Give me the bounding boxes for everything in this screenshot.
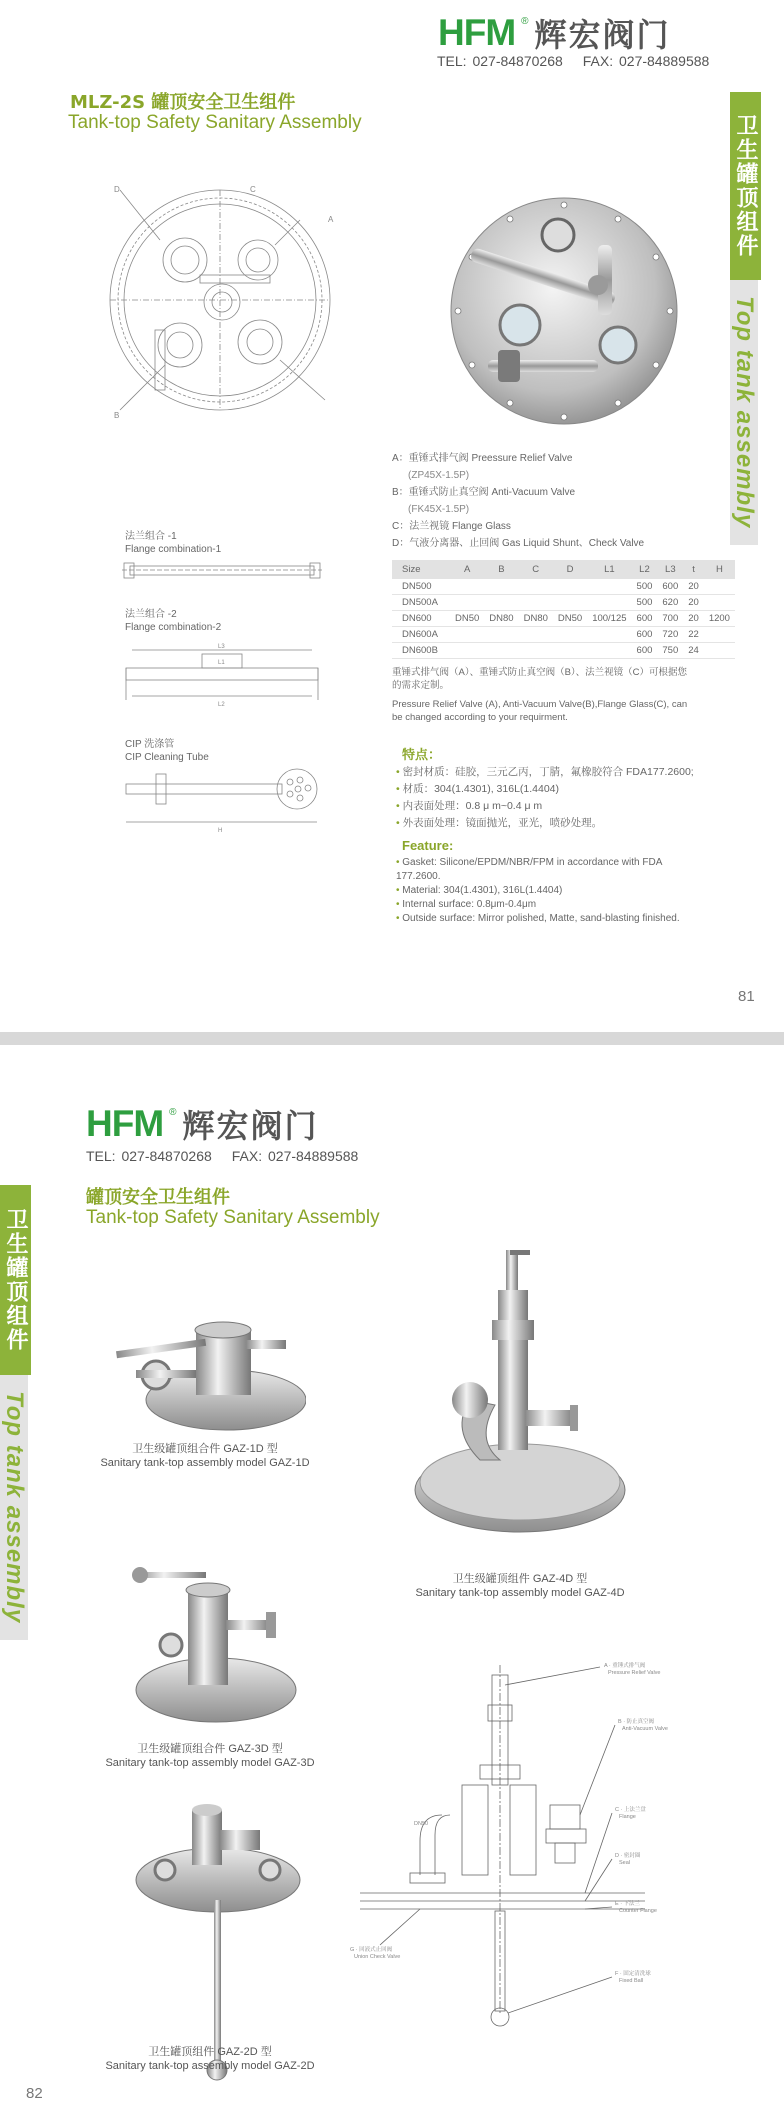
cell bbox=[484, 643, 518, 659]
cell: DN80 bbox=[519, 611, 553, 627]
callout-e-cn: E · 下法兰 bbox=[615, 1901, 641, 1907]
cell: 500 bbox=[632, 579, 658, 595]
flange-1-drawing bbox=[122, 558, 322, 584]
cell bbox=[587, 595, 631, 611]
page-title-en: Tank-top Safety Sanitary Assembly bbox=[86, 1207, 380, 1228]
combo-1-cn: 法兰组合 -1 bbox=[125, 531, 177, 542]
cell: DN500 bbox=[392, 579, 450, 595]
tank-top-photo bbox=[448, 195, 680, 427]
cell bbox=[587, 643, 631, 659]
side-tab bbox=[0, 1185, 54, 1640]
th-c: C bbox=[519, 560, 553, 579]
th-l1: L1 bbox=[587, 560, 631, 579]
cell: DN80 bbox=[484, 611, 518, 627]
cell: 100/125 bbox=[587, 611, 631, 627]
brand-logo bbox=[86, 1103, 319, 1145]
dim-l1: L1 bbox=[218, 660, 225, 666]
page-title-cn: MLZ-2S 罐顶安全卫生组件 bbox=[70, 92, 296, 113]
cell: 700 bbox=[657, 611, 683, 627]
page-title-en: Tank-top Safety Sanitary Assembly bbox=[68, 112, 362, 133]
gaz-2d-photo bbox=[130, 1800, 305, 2085]
combo-2-label bbox=[125, 608, 221, 634]
caption-gaz-2d-en: Sanitary tank-top assembly model GAZ-2D bbox=[105, 2060, 315, 2072]
caption-gaz-4d-en: Sanitary tank-top assembly model GAZ-4D bbox=[415, 1587, 625, 1599]
th-t: t bbox=[683, 560, 704, 579]
side-tab-cn: 卫生罐顶组件 bbox=[0, 1185, 31, 1375]
callout-b-cn: B · 防止真空阀 bbox=[618, 1719, 655, 1725]
cell bbox=[704, 595, 735, 611]
note-en: Pressure Relief Valve (A), Anti-Vacuum Valve(B),Flange Glass(C), can be changed according to your requirment. bbox=[392, 699, 688, 723]
cell bbox=[704, 579, 735, 595]
cell: 22 bbox=[683, 627, 704, 643]
combo-3-en: CIP Cleaning Tube bbox=[125, 752, 209, 763]
callout-g-en: Union Check Valve bbox=[354, 1954, 401, 1960]
callout-a-cn: A · 重锤式排气阀 bbox=[604, 1663, 646, 1669]
caption-gaz-1d-cn: 卫生级罐顶组合件 GAZ-1D 型 bbox=[132, 1443, 278, 1455]
caption-gaz-3d bbox=[90, 1742, 330, 1770]
contact-info bbox=[437, 53, 729, 69]
cell bbox=[704, 643, 735, 659]
cell bbox=[587, 579, 631, 595]
caption-gaz-4d-cn: 卫生级罐顶组件 GAZ-4D 型 bbox=[452, 1573, 588, 1585]
table-row bbox=[392, 595, 735, 611]
th-d: D bbox=[553, 560, 587, 579]
legend-b: B：重锤式防止真空阀 Anti-Vacuum Valve bbox=[392, 487, 576, 498]
tel: TEL: 027-84870268 bbox=[86, 1148, 212, 1164]
cell bbox=[587, 627, 631, 643]
callout-c-en: Flange bbox=[619, 1814, 636, 1820]
th-l2: L2 bbox=[632, 560, 658, 579]
legend-a-model: (ZP45X-1.5P) bbox=[408, 470, 470, 481]
cell: 500 bbox=[632, 595, 658, 611]
gaz-3d-photo bbox=[126, 1560, 306, 1730]
valve-legend bbox=[392, 450, 692, 552]
cell bbox=[484, 627, 518, 643]
cell bbox=[553, 595, 587, 611]
cell: 720 bbox=[657, 627, 683, 643]
callout-d-en: Seal bbox=[619, 1860, 631, 1866]
page-title-cn: 罐顶安全卫生组件 bbox=[86, 1187, 230, 1208]
cell: DN50 bbox=[553, 611, 587, 627]
contact-info bbox=[86, 1148, 378, 1164]
table-row bbox=[392, 627, 735, 643]
flange-2-drawing bbox=[122, 640, 322, 712]
features-en-heading: Feature: bbox=[402, 838, 454, 853]
cell: 20 bbox=[683, 611, 704, 627]
cell: 750 bbox=[657, 643, 683, 659]
callout-c-cn: C · 上法兰盘 bbox=[615, 1807, 646, 1813]
caption-gaz-2d bbox=[80, 2045, 340, 2073]
th-b: B bbox=[484, 560, 518, 579]
cell: 620 bbox=[657, 595, 683, 611]
cell: 24 bbox=[683, 643, 704, 659]
list-item: • Gasket: Silicone/EPDM/NBR/FPM in accordance with FDA 177.2600. bbox=[396, 856, 696, 884]
caption-gaz-3d-cn: 卫生级罐顶组合件 GAZ-3D 型 bbox=[137, 1743, 283, 1755]
tel: TEL: 027-84870268 bbox=[437, 53, 563, 69]
caption-gaz-3d-en: Sanitary tank-top assembly model GAZ-3D bbox=[105, 1757, 315, 1769]
cell: DN600 bbox=[392, 611, 450, 627]
side-tab bbox=[730, 92, 784, 545]
legend-c: C：法兰视镜 Flange Glass bbox=[392, 521, 511, 532]
cell: DN50 bbox=[450, 611, 484, 627]
drawing-letter-b: B bbox=[114, 411, 120, 420]
cell: 20 bbox=[683, 595, 704, 611]
legend-d: D：气液分离器、止回阀 Gas Liquid Shunt、Check Valve bbox=[392, 538, 645, 549]
top-view-drawing bbox=[100, 180, 340, 420]
callout-a-en: Pressure Relief Valve bbox=[608, 1670, 661, 1676]
registered-mark: ® bbox=[521, 16, 529, 27]
assembly-diagram bbox=[350, 1655, 720, 2035]
cell bbox=[553, 643, 587, 659]
gaz-1d-photo bbox=[116, 1305, 306, 1435]
cell bbox=[450, 579, 484, 595]
page-number: 82 bbox=[26, 2085, 43, 2102]
caption-gaz-2d-cn: 卫生罐顶组件 GAZ-2D 型 bbox=[148, 2046, 272, 2058]
cell: 600 bbox=[632, 627, 658, 643]
combo-1-label bbox=[125, 530, 221, 556]
registered-mark: ® bbox=[169, 1107, 177, 1118]
table-row bbox=[392, 643, 735, 659]
combo-3-cn: CIP 洗涤管 bbox=[125, 739, 175, 750]
note-cn: 重锤式排气阀（A）、重锤式防止真空阀（B）、法兰视镜（C）可根据您的需求定制。 bbox=[392, 667, 688, 691]
fax: FAX: 027-84889588 bbox=[231, 1148, 359, 1164]
legend-b-model: (FK45X-1.5P) bbox=[408, 504, 470, 515]
drawing-letter-d: D bbox=[114, 185, 120, 194]
catalog-page-81 bbox=[0, 0, 784, 1032]
th-l3: L3 bbox=[657, 560, 683, 579]
list-item: • Outside surface: Mirror polished, Matte, sand-blasting finished. bbox=[396, 912, 696, 926]
th-a: A bbox=[450, 560, 484, 579]
cell: 600 bbox=[632, 643, 658, 659]
cell bbox=[484, 595, 518, 611]
cell: 600 bbox=[632, 611, 658, 627]
fax: FAX: 027-84889588 bbox=[582, 53, 710, 69]
combo-2-en: Flange combination-2 bbox=[125, 622, 222, 633]
list-item: • 密封材质：硅胶，三元乙丙，丁腈，氟橡胶符合 FDA177.2600; bbox=[396, 764, 696, 781]
table-row bbox=[392, 611, 735, 627]
features-cn-list bbox=[396, 764, 696, 832]
spec-table bbox=[392, 560, 735, 659]
cell bbox=[519, 579, 553, 595]
dim-h: H bbox=[218, 828, 223, 834]
cell bbox=[450, 595, 484, 611]
combo-2-cn: 法兰组合 -2 bbox=[125, 609, 177, 620]
side-tab-en: Top tank assembly bbox=[0, 1375, 28, 1640]
side-tab-cn: 卫生罐顶组件 bbox=[730, 92, 761, 280]
side-tab-en: Top tank assembly bbox=[730, 280, 758, 545]
caption-gaz-4d bbox=[385, 1572, 655, 1600]
catalog-page-82 bbox=[0, 1045, 784, 2119]
features-cn-heading: 特点： bbox=[402, 747, 442, 762]
callout-b-en: Anti-Vacuum Valve bbox=[622, 1726, 668, 1732]
th-h: H bbox=[704, 560, 735, 579]
cip-tube-drawing bbox=[122, 762, 322, 834]
drawing-letter-a: A bbox=[328, 215, 334, 224]
list-item: • Material: 304(1.4301), 316L(1.4404) bbox=[396, 884, 696, 898]
dim-l3: L3 bbox=[218, 644, 225, 650]
th-size: Size bbox=[392, 560, 450, 579]
cell: 20 bbox=[683, 579, 704, 595]
cell: DN500A bbox=[392, 595, 450, 611]
cell bbox=[553, 627, 587, 643]
cell bbox=[450, 643, 484, 659]
page-number: 81 bbox=[738, 988, 755, 1005]
features-en-list bbox=[396, 856, 696, 926]
callout-e-en: Counter Flange bbox=[619, 1908, 657, 1914]
cell bbox=[450, 627, 484, 643]
brand-name-cn: 辉宏阀门 bbox=[534, 16, 671, 54]
list-item: • 外表面处理：镜面抛光，亚光，喷砂处理。 bbox=[396, 815, 696, 832]
table-row bbox=[392, 579, 735, 595]
drawing-letter-c: C bbox=[250, 185, 256, 194]
brand-logo bbox=[438, 12, 671, 54]
callout-f-cn: F · 固定清洗球 bbox=[615, 1971, 651, 1977]
cell: DN600A bbox=[392, 627, 450, 643]
combo-1-en: Flange combination-1 bbox=[125, 544, 222, 555]
logo-text: HFM bbox=[86, 1103, 164, 1144]
cell bbox=[484, 579, 518, 595]
callout-g-cn: G · 回液式止回阀 bbox=[350, 1947, 393, 1953]
cell bbox=[704, 627, 735, 643]
caption-gaz-1d bbox=[90, 1442, 320, 1470]
list-item: • Internal surface: 0.8μm-0.4μm bbox=[396, 898, 696, 912]
combo-3-label bbox=[125, 738, 209, 764]
legend-a: A：重锤式排气阀 Preessure Relief Valve bbox=[392, 453, 573, 464]
diagram-tag-dn50: DN50 bbox=[414, 1821, 429, 1827]
cell bbox=[553, 579, 587, 595]
brand-name-cn: 辉宏阀门 bbox=[182, 1107, 319, 1145]
callout-f-en: Fixed Ball bbox=[619, 1978, 644, 1984]
cell: 600 bbox=[657, 579, 683, 595]
list-item: • 材质：304(1.4301), 316L(1.4404) bbox=[396, 781, 696, 798]
callout-d-cn: D · 密封圈 bbox=[615, 1853, 641, 1859]
cell bbox=[519, 643, 553, 659]
cell: DN600B bbox=[392, 643, 450, 659]
dim-l2: L2 bbox=[218, 702, 225, 708]
cell bbox=[519, 627, 553, 643]
cell bbox=[519, 595, 553, 611]
cell: 1200 bbox=[704, 611, 735, 627]
gaz-4d-photo bbox=[410, 1250, 630, 1540]
logo-text: HFM bbox=[438, 12, 516, 53]
list-item: • 内表面处理：0.8 μ m~0.4 μ m bbox=[396, 798, 696, 815]
caption-gaz-1d-en: Sanitary tank-top assembly model GAZ-1D bbox=[100, 1457, 310, 1469]
spec-table-header bbox=[392, 560, 735, 579]
